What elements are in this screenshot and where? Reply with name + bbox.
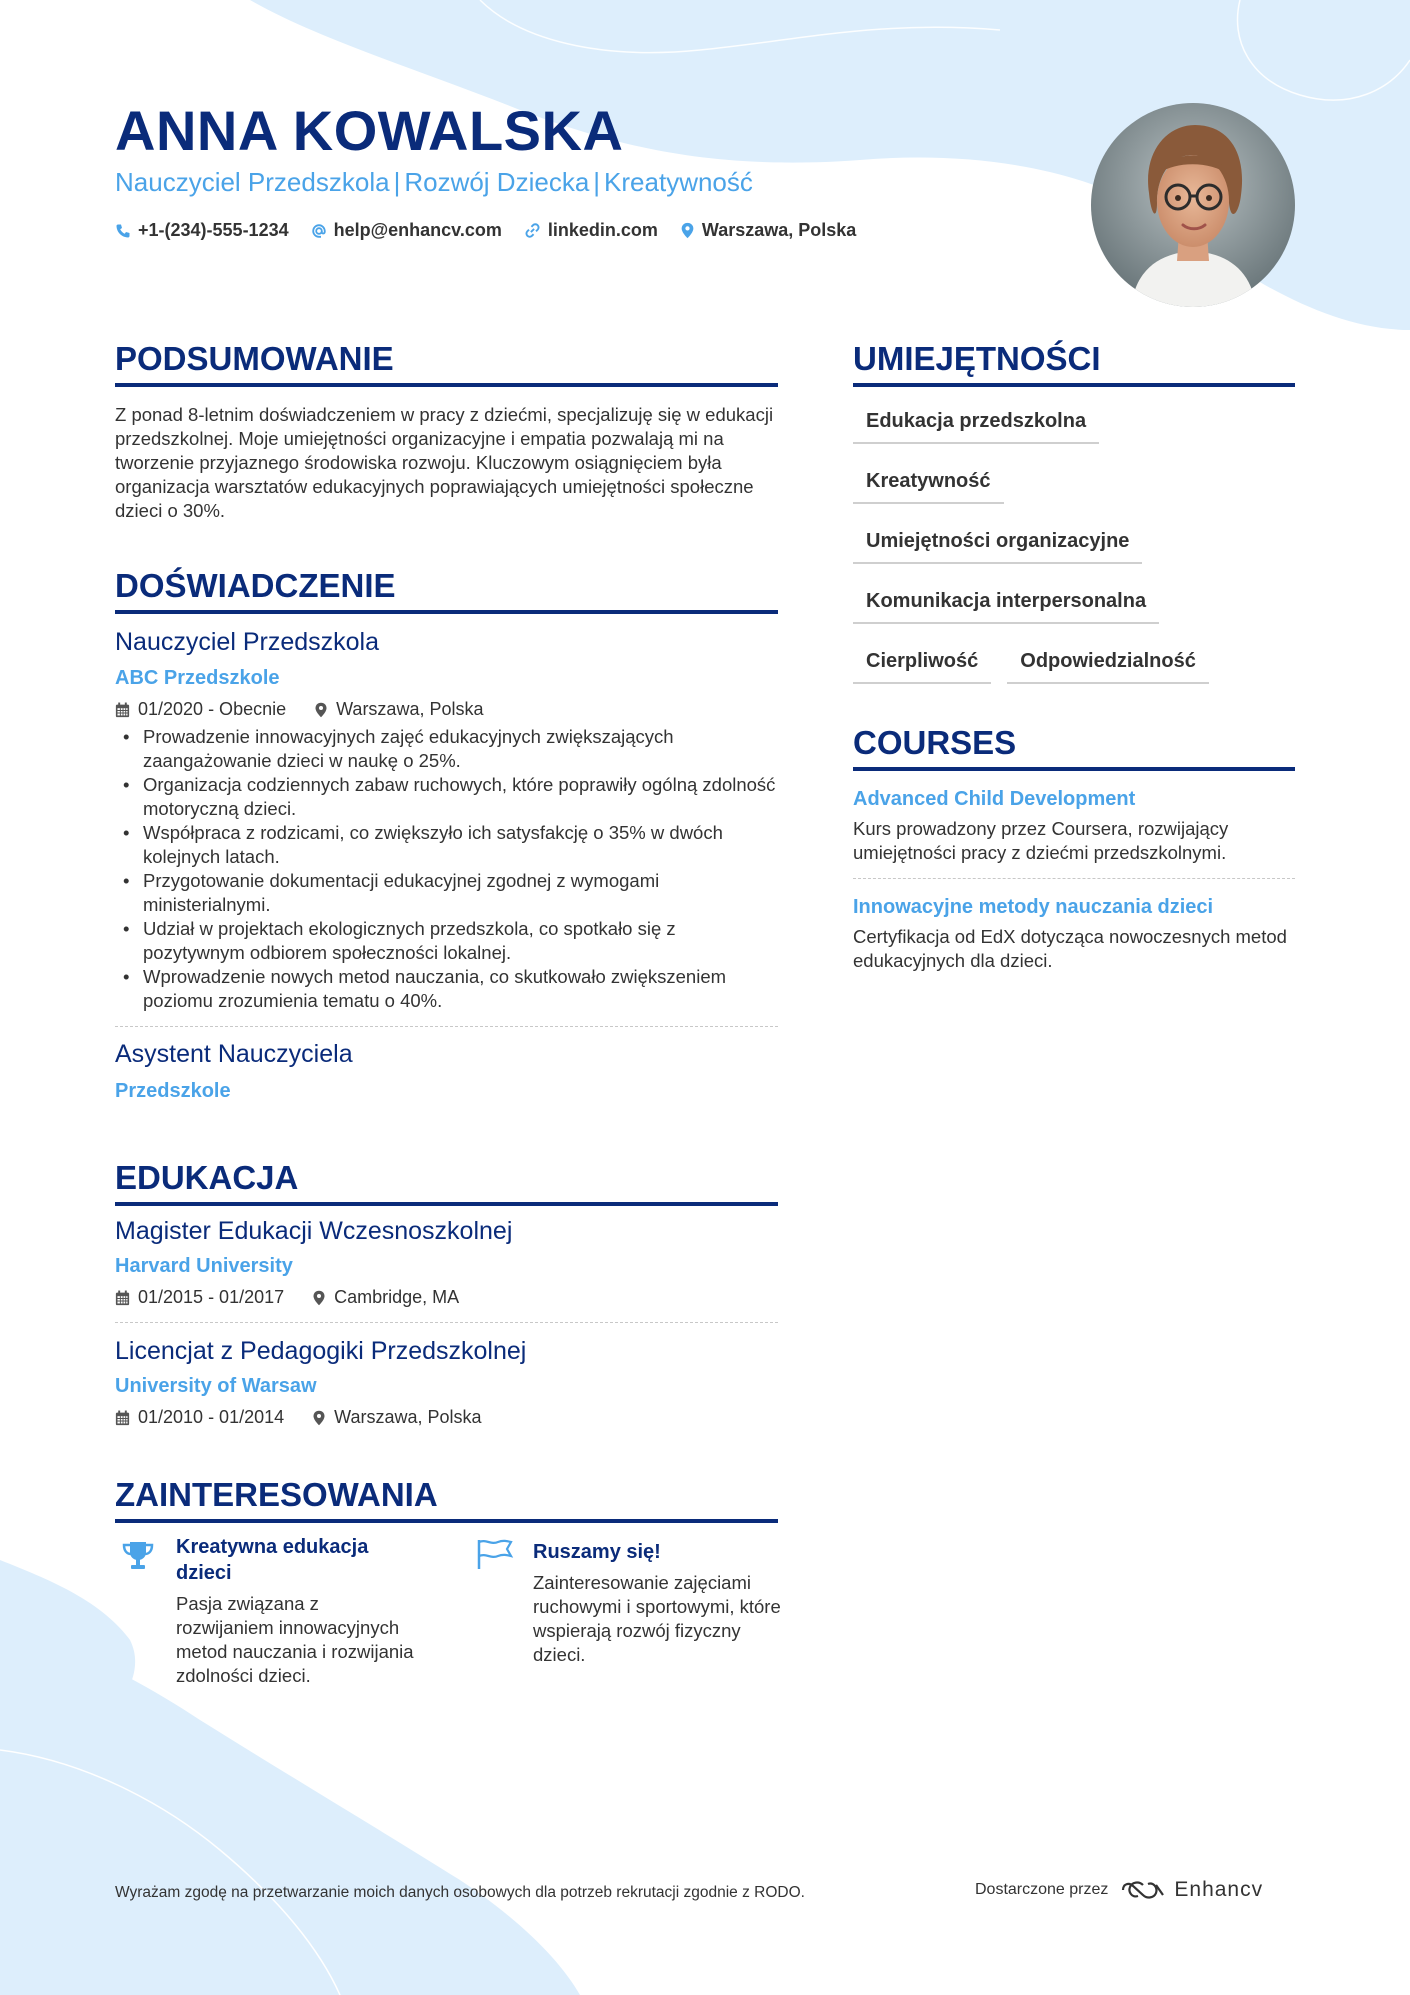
contact-location: Warszawa, Polska: [680, 220, 856, 241]
company-name: ABC Przedszkole: [115, 667, 280, 689]
job-title: Asystent Nauczyciela: [115, 1040, 353, 1068]
skills-heading: UMIEJĘTNOŚCI: [853, 340, 1295, 387]
skill-tag: Komunikacja interpersonalna: [853, 584, 1159, 624]
powered-by[interactable]: Dostarczone przez Enhancv: [975, 1878, 1264, 1901]
contact-bar: [115, 220, 878, 241]
education-meta: 01/2010 - 01/2014 Warszawa, Polska: [115, 1407, 510, 1428]
tagline: Nauczyciel Przedszkola | Rozwój Dziecka | Kreatywność: [115, 167, 753, 197]
interests-heading: ZAINTERESOWANIA: [115, 1476, 778, 1523]
school-name: Harvard University: [115, 1255, 293, 1277]
school-name: University of Warsaw: [115, 1375, 317, 1397]
skill-tag: Cierpliwość: [853, 644, 991, 684]
tagline-trait: Kreatywność: [604, 167, 753, 197]
calendar-icon: [115, 1290, 130, 1306]
experience-heading: DOŚWIADCZENIE: [115, 567, 778, 614]
skill-tag: Kreatywność: [853, 464, 1004, 504]
course-desc: Certyfikacja od EdX dotycząca nowoczesnych metod edukacyjnych dla dzieci.: [853, 926, 1287, 971]
summary-text: Z ponad 8-letnim doświadczeniem w pracy z dziećmi, specjalizuję się w edukacji przedszkolnej. Moje umiejętności organizacyjne i empatia pozwalają mi na tworzenie przyjaznego środowiska rozwoju. Kluczowym osiągnięciem była organizacja warsztatów edukacyjnych poprawiających umiejętności społeczne dzieci o 30%.: [115, 404, 774, 521]
skill-tag: Umiejętności organizacyjne: [853, 524, 1142, 564]
job-meta: 01/2020 - Obecnie Warszawa, Polska: [115, 699, 511, 720]
degree-title: Licencjat z Pedagogiki Przedszkolnej: [115, 1337, 527, 1365]
calendar-icon: [115, 1410, 130, 1426]
phone-icon: [115, 223, 131, 239]
skills-list: [853, 404, 1295, 704]
job-bullets: [115, 725, 778, 1013]
list-item: • Udział w projektach ekologicznych przedszkola, co spotkało się z pozytywnym odbiorem społeczności lokalnej.: [115, 917, 778, 965]
trophy-icon: [120, 1540, 156, 1572]
courses-heading: COURSES: [853, 724, 1295, 771]
link-icon: [524, 222, 541, 239]
list-item: • Organizacja codziennych zabaw ruchowych, które poprawiły ogólną zdolność motoryczną dzieci.: [115, 773, 778, 821]
tagline-focus: Rozwój Dziecka: [404, 167, 590, 197]
education-meta: 01/2015 - 01/2017 Cambridge, MA: [115, 1287, 487, 1308]
divider: [115, 1322, 778, 1323]
summary-heading: PODSUMOWANIE: [115, 340, 778, 387]
location-pin-icon: [680, 222, 695, 239]
list-item: • Wprowadzenie nowych metod nauczania, co skutkowało zwiększeniem poziomu zrozumienia tematu o 40%.: [115, 965, 778, 1013]
skill-tag: Odpowiedzialność: [1007, 644, 1209, 684]
location-pin-icon: [312, 1410, 326, 1426]
divider: [853, 878, 1295, 879]
interest-item: Kreatywna edukacja dzieci Pasja związana z rozwijaniem innowacyjnych metod nauczania i rozwijania zdolności dzieci.: [176, 1536, 414, 1686]
location-pin-icon: [312, 1290, 326, 1306]
course-desc: Kurs prowadzony przez Coursera, rozwijający umiejętności pracy z dziećmi przedszkolnymi.: [853, 818, 1229, 863]
job-title: Nauczyciel Przedszkola: [115, 628, 379, 656]
calendar-icon: [115, 702, 130, 718]
company-name: Przedszkole: [115, 1080, 231, 1102]
list-item: • Przygotowanie dokumentacji edukacyjnej zgodnej z wymogami ministerialnymi.: [115, 869, 778, 917]
divider: [115, 1026, 778, 1027]
degree-title: Magister Edukacji Wczesnoszkolnej: [115, 1217, 513, 1245]
enhancv-logo-icon: [1120, 1879, 1166, 1901]
at-icon: [311, 223, 327, 239]
list-item: • Prowadzenie innowacyjnych zajęć edukacyjnych zwiększających zaangażowanie dzieci w naukę o 25%.: [115, 725, 778, 773]
contact-email[interactable]: help@enhancv.com: [311, 220, 502, 241]
location-pin-icon: [314, 702, 328, 718]
tagline-role: Nauczyciel Przedszkola: [115, 167, 390, 197]
course-title: Advanced Child Development: [853, 788, 1136, 810]
contact-linkedin[interactable]: linkedin.com: [524, 220, 658, 241]
course-title: Innowacyjne metody nauczania dzieci: [853, 896, 1214, 918]
interest-item: Ruszamy się! Zainteresowanie zajęciami ruchowymi i sportowymi, które wspierają rozwój fizyczny dzieci.: [533, 1541, 781, 1665]
list-item: • Współpraca z rodzicami, co zwiększyło ich satysfakcję o 35% w dwóch kolejnych latach.: [115, 821, 778, 869]
profile-photo: [1091, 103, 1295, 307]
education-heading: EDUKACJA: [115, 1159, 778, 1206]
contact-phone[interactable]: +1-(234)-555-1234: [115, 220, 289, 241]
skill-tag: Edukacja przedszkolna: [853, 404, 1099, 444]
consent-text: Wyrażam zgodę na przetwarzanie moich danych osobowych dla potrzeb rekrutacji zgodnie z RODO.: [115, 1884, 805, 1901]
candidate-name: ANNA KOWALSKA: [115, 99, 624, 162]
flag-icon: [476, 1538, 514, 1570]
